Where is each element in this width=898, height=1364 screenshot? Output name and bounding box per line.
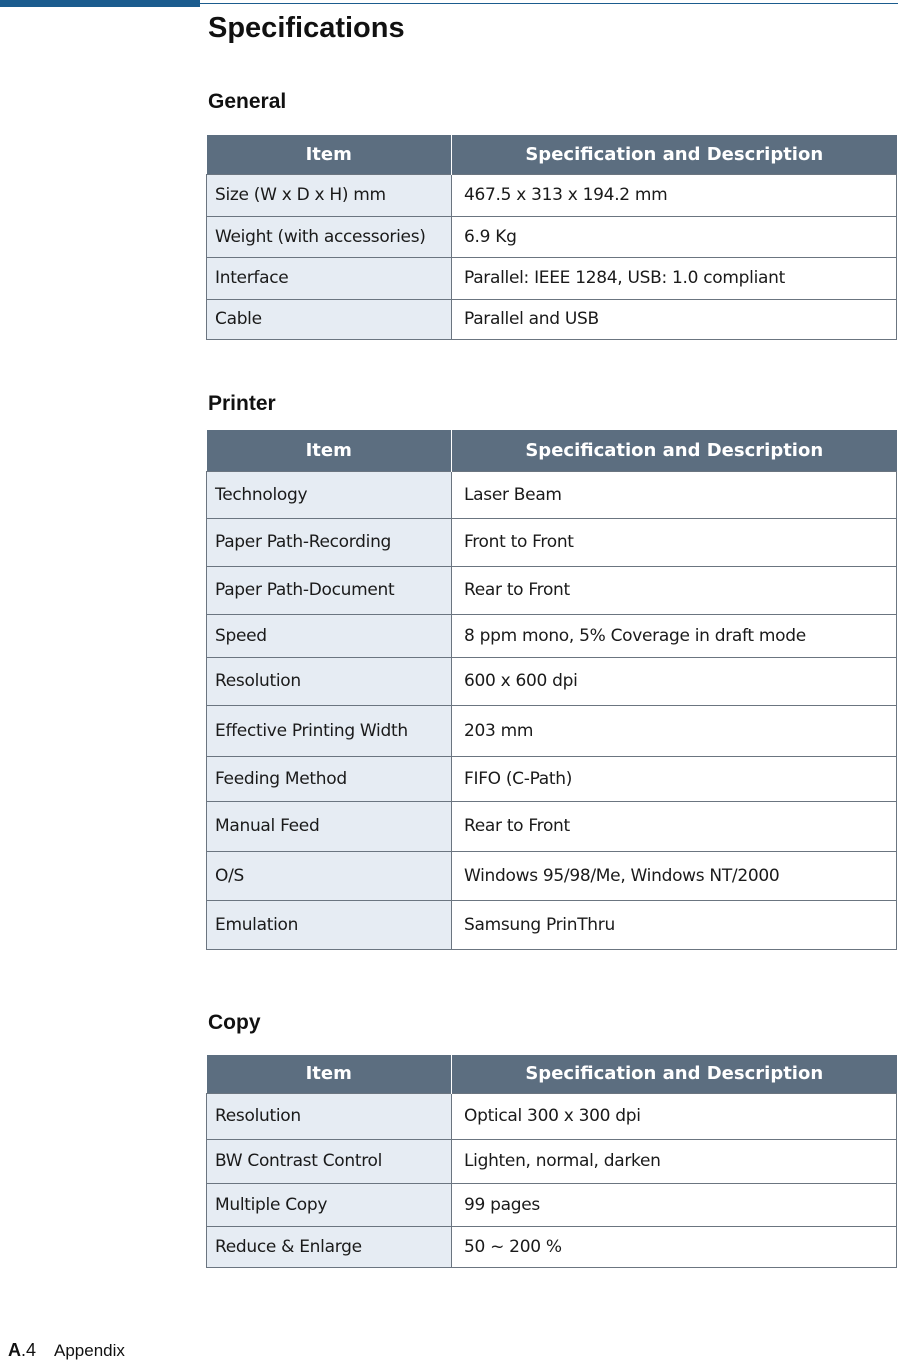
item-cell: Emulation [207, 900, 452, 949]
column-header-spec: Specification and Description [452, 1055, 897, 1093]
page-number-suffix: .4 [21, 1340, 37, 1360]
spec-cell: 50 ~ 200 % [452, 1226, 897, 1267]
table-row [207, 216, 897, 257]
page-footer [8, 1340, 125, 1361]
printer-spec-table [206, 430, 897, 950]
spec-cell: Optical 300 x 300 dpi [452, 1093, 897, 1139]
table-row [207, 257, 897, 299]
table-row [207, 1139, 897, 1183]
spec-cell: Rear to Front [452, 801, 897, 851]
item-cell: Interface [207, 257, 452, 299]
table-row [207, 518, 897, 566]
item-cell: Technology [207, 471, 452, 518]
table-row [207, 1093, 897, 1139]
item-cell: Multiple Copy [207, 1183, 452, 1226]
spec-cell: Parallel and USB [452, 299, 897, 339]
item-cell: Reduce & Enlarge [207, 1226, 452, 1267]
table-header-row [207, 430, 897, 471]
table-row [207, 756, 897, 801]
table-row [207, 1226, 897, 1267]
table-row [207, 657, 897, 705]
column-header-item: Item [207, 135, 452, 174]
top-rule [200, 3, 898, 4]
table-header-row [207, 1055, 897, 1093]
spec-cell: Laser Beam [452, 471, 897, 518]
table-row [207, 566, 897, 614]
spec-cell: Windows 95/98/Me, Windows NT/2000 [452, 851, 897, 900]
table-row [207, 174, 897, 216]
item-cell: Weight (with accessories) [207, 216, 452, 257]
section-heading-copy: Copy [208, 1011, 261, 1034]
spec-cell: 8 ppm mono, 5% Coverage in draft mode [452, 614, 897, 657]
table-header-row [207, 135, 897, 174]
page-number-prefix: A [8, 1340, 21, 1360]
table-row [207, 614, 897, 657]
table-row [207, 851, 897, 900]
column-header-spec: Specification and Description [452, 430, 897, 471]
section-heading-general: General [208, 90, 287, 113]
table-row [207, 705, 897, 756]
spec-cell: 203 mm [452, 705, 897, 756]
item-cell: Speed [207, 614, 452, 657]
copy-spec-table [206, 1055, 897, 1268]
item-cell: Cable [207, 299, 452, 339]
table-row [207, 299, 897, 339]
item-cell: BW Contrast Control [207, 1139, 452, 1183]
spec-cell: 467.5 x 313 x 194.2 mm [452, 174, 897, 216]
spec-cell: Parallel: IEEE 1284, USB: 1.0 compliant [452, 257, 897, 299]
item-cell: Feeding Method [207, 756, 452, 801]
column-header-spec: Specification and Description [452, 135, 897, 174]
page-title: Specifications [208, 12, 405, 44]
spec-cell: Lighten, normal, darken [452, 1139, 897, 1183]
spec-cell: 600 x 600 dpi [452, 657, 897, 705]
footer-label: Appendix [54, 1341, 125, 1360]
item-cell: Paper Path-Recording [207, 518, 452, 566]
spec-cell: Rear to Front [452, 566, 897, 614]
spec-cell: FIFO (C-Path) [452, 756, 897, 801]
general-spec-table [206, 135, 897, 340]
item-cell: Paper Path-Document [207, 566, 452, 614]
table-row [207, 801, 897, 851]
spec-cell: Front to Front [452, 518, 897, 566]
item-cell: Resolution [207, 657, 452, 705]
column-header-item: Item [207, 1055, 452, 1093]
spec-cell: Samsung PrinThru [452, 900, 897, 949]
item-cell: Manual Feed [207, 801, 452, 851]
spec-cell: 99 pages [452, 1183, 897, 1226]
table-row [207, 471, 897, 518]
section-heading-printer: Printer [208, 392, 276, 415]
table-row [207, 900, 897, 949]
item-cell: O/S [207, 851, 452, 900]
column-header-item: Item [207, 430, 452, 471]
top-accent-bar [0, 0, 200, 7]
item-cell: Size (W x D x H) mm [207, 174, 452, 216]
item-cell: Effective Printing Width [207, 705, 452, 756]
item-cell: Resolution [207, 1093, 452, 1139]
spec-cell: 6.9 Kg [452, 216, 897, 257]
table-row [207, 1183, 897, 1226]
